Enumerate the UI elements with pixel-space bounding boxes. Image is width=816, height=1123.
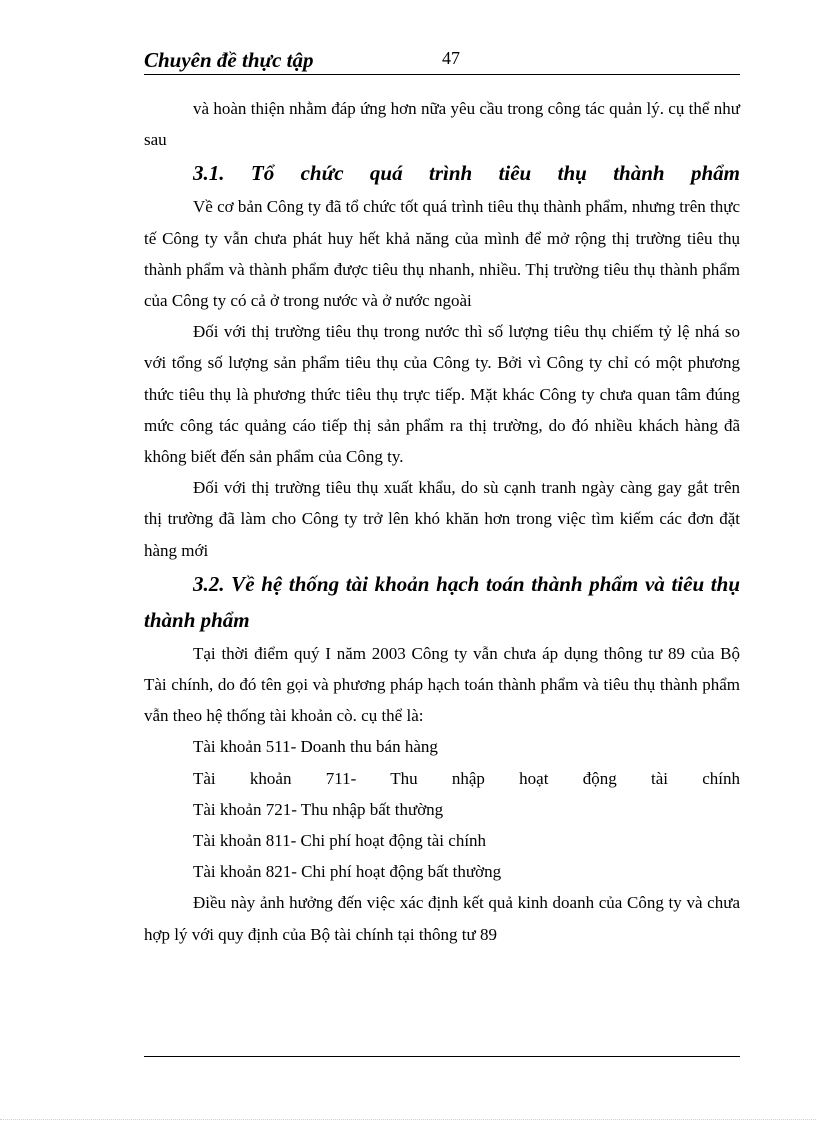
- footer-rule: [144, 1056, 740, 1057]
- account-line: Tài khoản 811- Chi phí hoạt động tài chính: [193, 831, 487, 851]
- account-line: Tài khoản 821- Chi phí hoạt động bất thường: [193, 862, 502, 882]
- paragraph-2: Đối với thị trường tiêu thụ trong nước thì số lượng tiêu thụ chiếm tỷ lệ nhá so với tổng số lượng sản phẩm tiêu thụ của Công ty. Bởi vì Công ty chỉ có một phương thức tiêu thụ là phương thức tiêu thụ trực tiếp. Mặt khác Công ty chưa quan tâm đúng mức công tác quảng cáo tiếp thị sản phẩm ra thị trường, do đó nhiều khách hàng đã không biết đến sản phẩm của Công ty.: [144, 322, 740, 467]
- section-heading-3-1: 3.1. Tổ chức quá trình tiêu thụ thành phẩm: [193, 161, 740, 186]
- page-header: [144, 40, 740, 75]
- paragraph-4: Tại thời điểm quý I năm 2003 Công ty vẫn chưa áp dụng thông tư 89 của Bộ Tài chính, do đó tên gọi và phương pháp hạch toán thành phẩm và tiêu thụ thành phẩm vẫn theo hệ thống tài khoản cò. cụ thể là:: [144, 643, 740, 726]
- page-edge-divider: [0, 1119, 816, 1120]
- document-body: [144, 93, 740, 950]
- account-line: Tài khoản 511- Doanh thu bán hàng: [193, 737, 438, 757]
- intro-paragraph: và hoàn thiện nhằm đáp ứng hơn nữa yêu cầu trong công tác quản lý. cụ thể như sau: [144, 99, 740, 150]
- account-line: Tài khoản 721- Thu nhập bất thường: [193, 799, 444, 819]
- header-title: Chuyên đề thực tập: [144, 48, 314, 72]
- account-line: Tài khoản 711- Thu nhập hoạt động tài chính: [193, 768, 740, 788]
- paragraph-5: Điều này ảnh hưởng đến việc xác định kết quả kinh doanh của Công ty và chưa hợp lý với quy định của Bộ tài chính tại thông tư 89: [144, 893, 740, 944]
- page-number: 47: [442, 48, 460, 68]
- section-heading-3-2: 3.2. Về hệ thống tài khoản hạch toán thành phẩm và tiêu thụ thành phẩm: [144, 571, 740, 632]
- paragraph-3: Đối với thị trường tiêu thụ xuất khẩu, do sù cạnh tranh ngày càng gay gắt trên thị trường đã làm cho Công ty trở lên khó khăn hơn trong việc tìm kiếm các đơn đặt hàng mới: [144, 478, 740, 560]
- paragraph-1: Về cơ bản Công ty đã tổ chức tốt quá trình tiêu thụ thành phẩm, nhưng trên thực tế Công ty vẫn chưa phát huy hết khả năng của mình để mở rộng thị trường tiêu thụ thành phẩm và thành phẩm được tiêu thụ nhanh, nhiều. Thị trường tiêu thụ thành phẩm của Công ty có cả ở trong nước và ở nước ngoài: [144, 197, 740, 311]
